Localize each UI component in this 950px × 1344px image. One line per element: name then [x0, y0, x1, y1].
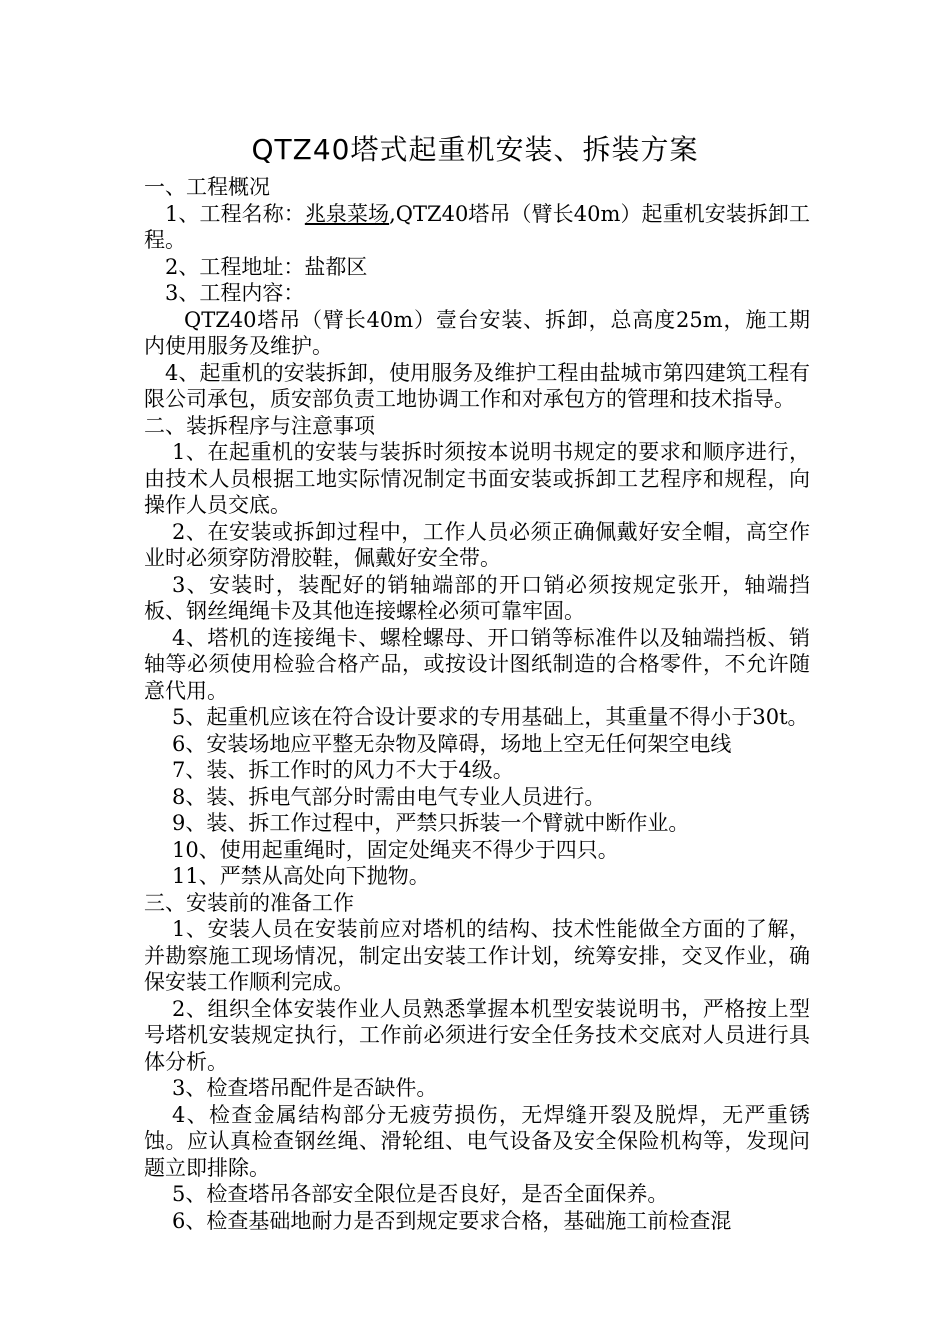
- s2-item-4: 4、塔机的连接绳卡、螺栓螺母、开口销等标准件以及轴端挡板、销轴等必须使用检验合格产品，或按设计图纸制造的合格零件，不允许随意代用。: [144, 625, 810, 703]
- s1-item-2: 2、工程地址：盐都区: [165, 254, 368, 279]
- s2-item-9: 9、装、拆工作过程中，严禁只拆装一个臂就中断作业。: [172, 811, 690, 835]
- document-title: QTZ40塔式起重机安装、拆装方案: [251, 133, 699, 166]
- s2-item-10: 10、使用起重绳时，固定处绳夹不得少于四只。: [172, 837, 619, 862]
- document-body: [144, 174, 810, 1234]
- s2-item-8: 8、装、拆电气部分时需由电气专业人员进行。: [172, 784, 606, 809]
- s2-item-2: 2、在安装或拆卸过程中，工作人员必须正确佩戴好安全帽，高空作业时必须穿防滑胶鞋，佩戴好安全带。: [144, 519, 810, 570]
- s1-item-1-rest: ,QTZ40塔吊（臂长40m）起重机安装拆卸工程。: [144, 201, 810, 252]
- project-name: 兆泉菜场: [304, 201, 390, 226]
- s1-item-1-label: 1、工程名称：: [165, 201, 305, 226]
- s2-item-3: 3、安装时，装配好的销轴端部的开口销必须按规定张开，轴端挡板、钢丝绳绳卡及其他连接螺栓必须可靠牢固。: [144, 572, 810, 623]
- section-2-heading: 二、装拆程序与注意事项: [144, 413, 375, 438]
- section-1-heading: 一、工程概况: [144, 175, 270, 199]
- s2-item-11: 11、严禁从高处向下抛物。: [172, 864, 430, 888]
- s3-item-5: 5、检查塔吊各部安全限位是否良好，是否全面保养。: [172, 1182, 669, 1206]
- s3-item-2: 2、组织全体安装作业人员熟悉掌握本机型安装说明书，严格按上型号塔机安装规定执行，工作前必须进行安全任务技术交底对人员进行具体分析。: [144, 996, 810, 1074]
- s3-item-4: 4、检查金属结构部分无疲劳损伤，无焊缝开裂及脱焊，无严重锈蚀。应认真检查钢丝绳、滑轮组、电气设备及安全保险机构等，发现问题立即排除。: [144, 1102, 810, 1180]
- s1-item-3: 3、工程内容：: [165, 281, 305, 305]
- s2-item-5: 5、起重机应该在符合设计要求的专用基础上，其重量不得小于30t。: [172, 705, 809, 729]
- s2-item-6: 6、安装场地应平整无杂物及障碍，场地上空无任何架空电线: [172, 731, 732, 756]
- s3-item-3: 3、检查塔吊配件是否缺件。: [172, 1076, 438, 1100]
- s2-item-1: 1、在起重机的安装与装拆时须按本说明书规定的要求和顺序进行，由技术人员根据工地实际情况制定书面安装或拆卸工艺程序和规程，向操作人员交底。: [144, 440, 810, 517]
- s3-item-6: 6、检查基础地耐力是否到规定要求合格，基础施工前检查混: [172, 1208, 732, 1233]
- s2-item-7: 7、装、拆工作时的风力不大于4级。: [172, 758, 514, 782]
- s1-item-1: [144, 201, 810, 254]
- s1-item-3-content: QTZ40塔吊（臂长40m）壹台安装、拆卸，总高度25m，施工期内使用服务及维护。: [144, 307, 810, 358]
- s1-item-4: 4、起重机的安装拆卸，使用服务及维护工程由盐城市第四建筑工程有限公司承包，质安部负责工地协调工作和对承包方的管理和技术指导。: [144, 360, 810, 411]
- section-3-heading: 三、安装前的准备工作: [144, 890, 354, 915]
- s3-item-1: 1、安装人员在安装前应对塔机的结构、技术性能做全方面的了解，并勘察施工现场情况，制定出安装工作计划，统筹安排，交叉作业，确保安装工作顺利完成。: [144, 917, 810, 994]
